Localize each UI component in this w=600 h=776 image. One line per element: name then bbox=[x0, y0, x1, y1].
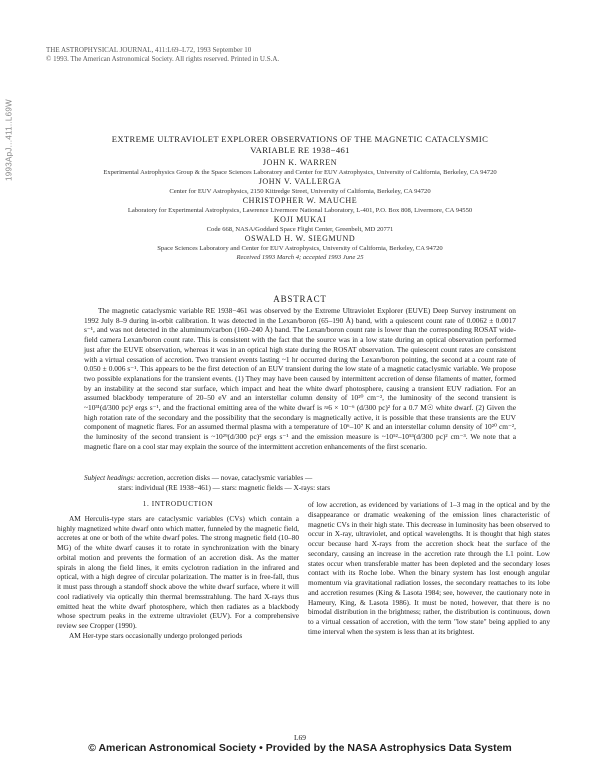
right-column bbox=[308, 500, 550, 637]
author-block bbox=[40, 158, 560, 262]
subject-headings bbox=[84, 474, 516, 493]
author-name: JOHN K. WARREN bbox=[262, 158, 338, 167]
author-name: OSWALD H. W. SIEGMUND bbox=[244, 234, 356, 243]
body-paragraph: of low accretion, as evidenced by variations of 1–3 mag in the optical and by the disappearance or dramatic weakening of the emission lines characteristic of magnetic CVs in their high state. This decrease in luminosity has been observed to occur in X-ray, ultraviolet, and optical wavelengths. It is thought that high states occur because hard X-rays from the accretion shock heat the surface of the secondary, causing an increase in the accretion rate through the L1 point. Low states occur when transferable matter has been depleted and the secondary loses contact with its Roche lobe. When the binary system has lost enough angular momentum via gravitational radiation losses, the secondary reattaches to its lobe and accretion resumes (King & Lasota 1984; see, however, the cautionary note in Hameury, King, & Lasota 1986). It must be noted, however, that there is no bimodal distribution in the brightness; rather, the distribution is continuous, down to a virtual cessation of accretion, with the term "low state" being applied to any time interval when the system is less than at its brightest. bbox=[308, 500, 550, 636]
body-paragraph: AM Her-type stars occasionally undergo prolonged periods bbox=[69, 630, 243, 640]
section-heading: 1. INTRODUCTION bbox=[142, 500, 214, 508]
subject-headings-line: accretion, accretion disks — novae, cataclysmic variables — bbox=[137, 474, 313, 482]
ads-stamp bbox=[2, 40, 16, 240]
journal-header bbox=[46, 46, 566, 64]
author-name: CHRISTOPHER W. MAUCHE bbox=[242, 196, 358, 205]
author-affiliation: Center for EUV Astrophysics, 2150 Kittredge Street, University of California, Berkeley, CA 94720 bbox=[169, 188, 431, 195]
subject-headings-label: Subject headings: bbox=[84, 474, 136, 482]
paper-title bbox=[60, 134, 540, 156]
title-line: EXTREME ULTRAVIOLET EXPLORER OBSERVATIONS OF THE MAGNETIC CATACLYSMIC bbox=[111, 134, 489, 144]
title-line: VARIABLE RE 1938−461 bbox=[250, 145, 350, 155]
author-name: JOHN V. VALLERGA bbox=[258, 177, 342, 186]
abstract-heading: ABSTRACT bbox=[273, 294, 327, 304]
page-number: L69 bbox=[293, 733, 307, 742]
author-affiliation: Laboratory for Experimental Astrophysics, Lawrence Livermore National Laboratory, L-401, P.O. Box 808, Livermore, CA 94550 bbox=[127, 207, 473, 214]
ads-stamp-text: 1993ApJ...411..L69W bbox=[4, 98, 14, 182]
received-dates: Received 1993 March 4; accepted 1993 June 25 bbox=[236, 254, 364, 261]
author-name: KOJI MUKAI bbox=[273, 215, 327, 224]
ads-footer: © American Astronomical Society • Provided by the NASA Astrophysics Data System bbox=[88, 742, 512, 754]
author-affiliation: Space Sciences Laboratory and Center for EUV Astrophysics, University of California, Berkeley, CA 94720 bbox=[157, 245, 443, 252]
journal-line: THE ASTROPHYSICAL JOURNAL, 411:L69–L72, 1993 September 10 bbox=[46, 46, 252, 54]
author-affiliation: Code 668, NASA/Goddard Space Flight Center, Greenbelt, MD 20771 bbox=[206, 226, 394, 233]
subject-headings-line: stars: individual (RE 1938−461) — stars: magnetic fields — X-rays: stars bbox=[118, 483, 331, 492]
body-paragraph: AM Herculis-type stars are cataclysmic variables (CVs) which contain a highly magnetized white dwarf onto which matter, funneled by the magnetic field, accretes at one or both of the white dwarf poles. The strong magnetic field (10–80 MG) of the white dwarf causes it to rotate in synchronization with the binary orbital motion and prevents the formation of an accretion disk. As the matter spirals in along the field lines, it emits cyclotron radiation in the infrared and optical, with a high degree of circular polarization. The matter is in free-fall, thus it must pass through a standoff shock above the white dwarf surface, where it will cool radiatively via optically thin thermal bremsstrahlung. The hard X-rays thus emitted heat the white dwarf photosphere, which then radiates as a blackbody whose spectrum peaks in the extreme ultraviolet (EUV). For a comprehensive review see Cropper (1990). bbox=[57, 513, 299, 630]
author-affiliation: Experimental Astrophysics Group & the Space Sciences Laboratory and Center for EUV Astrophysics, University of California, Berkeley, CA 94720 bbox=[103, 169, 497, 176]
copyright-line: © 1993. The American Astronomical Society. All rights reserved. Printed in U.S.A. bbox=[46, 55, 280, 63]
left-column bbox=[57, 500, 299, 641]
abstract-text: The magnetic cataclysmic variable RE 1938−461 was observed by the Extreme Ultraviolet Explorer (EUVE) Deep Survey instrument on 1992 July 8–9 during in-orbit calibration. It was detected in the Lexan/boron (65–190 Å) band, with a quiescent count rate of 0.0062 ± 0.0017 s⁻¹, and was not detected in the aluminum/carbon (160–240 Å) band. The Lexan/boron count rate is lower than the corresponding ROSAT wide-field camera Lexan/boron count rate. This is consistent with the fact that the source was in a low state during an optical observation performed just after the EUVE observation, whereas it was in an optical high state during the ROSAT observation. The quiescent count rates are consistent with a virtual cessation of accretion. Two transient events lasting ~1 hr occurred during the Lexan/boron pointing, the second at a count rate of 0.050 ± 0.006 s⁻¹. This appears to be the first detection of an EUV transient during the low state of a magnetic cataclysmic variable. We propose two possible explanations for the transient events. (1) They may have been caused by intermittent accretion of dense filaments of matter, formed by an instability at the second star surface, which impact and heat the white dwarf photosphere, causing a transient EUV radiation. For an assumed blackbody temperature of 20–50 eV and an interstellar column density of 10²⁰ cm⁻², the luminosity of the second transient is ~10³¹(d/300 pc)² ergs s⁻¹, and the fractional emitting area of the white dwarf is ≈6 × 10⁻⁶ (d/300 pc)² for a 0.7 M☉ white dwarf. (2) Given the high rotation rate of the secondary and the possibility that the secondary is magnetically active, it is possible that these transients are the EUV component of magnetic flares. For an assumed thermal plasma with a temperature of 10⁶–10⁷ K and an interstellar column density of 10²⁰ cm⁻², the luminosity of the second transient is ~10²⁹(d/300 pc)² ergs s⁻¹ and the emission measure is ~10⁵²–10⁵³(d/300 pc)² cm⁻³. We note that a magnetic flare on a cool star may explain the source of the intermittent accretion enhancements of the first scenario. bbox=[84, 306, 516, 451]
